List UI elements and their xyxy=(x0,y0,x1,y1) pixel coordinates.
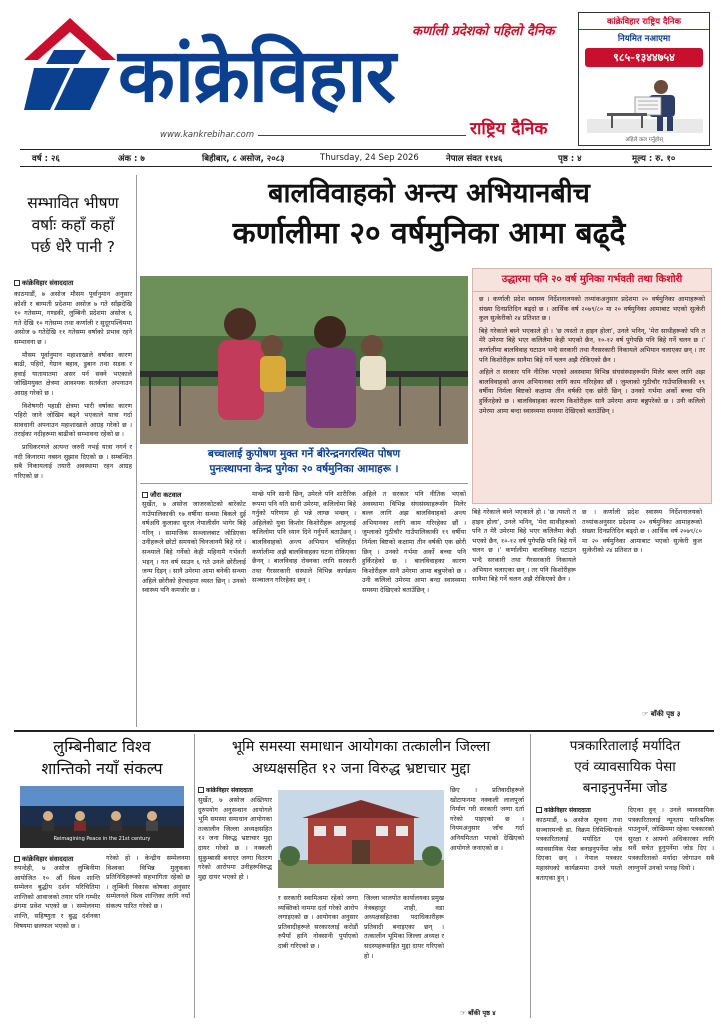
side-body-2: मौसम पूर्वानुमान महाशाखाले वर्षाका कारण बाढी, पहिरो, गेग्रान बहाव, डुबान तथा सडक र हवाई यातायातमा असर पर्न सक्ने भएकाले जोखिमयुक्त क्षेत्रमा आवश्यक सतर्कता अपनाउन आग्रह गरेको छ । xyxy=(14,350,132,397)
photo-caption xyxy=(140,444,468,484)
bs-date: बिहीबार, ८ असोज, २०८३ xyxy=(202,154,285,164)
lead-headline-2[interactable]: कर्णालीमा २० वर्षमुनिका आमा बढ्दै xyxy=(232,216,626,251)
lead-byline: जौरा कटवाल xyxy=(142,490,246,500)
ad-title: कांक्रेविहार राष्ट्रिय दैनिक xyxy=(579,13,709,30)
byline-box-icon xyxy=(198,787,204,793)
lumbini-headline-2[interactable]: शान्तिको नयाँ संकल्प xyxy=(41,759,163,778)
masthead-title: कांक्रेविहार xyxy=(118,33,395,119)
price-label: मूल्य : रु. १० xyxy=(632,154,676,164)
ad-date: Thursday, 24 Sep 2026 xyxy=(320,153,419,163)
journalism-story xyxy=(536,736,714,1020)
land-headline-2[interactable]: अध्यक्षसहित १२ जना विरुद्ध भ्रष्टाचार मुद्दा xyxy=(251,761,471,777)
side-headline-2[interactable]: वर्षाः कहाँ कहाँ xyxy=(31,216,115,234)
lead-photo xyxy=(140,276,468,444)
byline-box-icon xyxy=(14,280,20,286)
lumbini-col-1: कांक्रेविहार संवाददाता रुपन्देही, ७ असोज लुम्बिनीमा आयोजित १० औं विश्व शान्ति सम्मेलन बुद्धीय दर्शन परिचितिमा शान्तिको आवाजको तयार पनि गम्भीर ढंगमा प्रवेश भएको छ । सम्मेलनमा शान्ति, सहिष्णुता र बुद्ध दर्शनका विषयमा छलफल भएको छ । xyxy=(14,855,100,930)
journalism-col-2: दिएका हुन् । उनले व्यावसायिक पत्रकारितालाई न्यूनतम पारिश्रमिक पाउनुपर्ने, जोखिममा रहेका पत्रकारको सुरक्षा र आफ्नो अधिकारका लागि सधैं सचेत हुनुपर्नेमा जोड दिए । पत्रकारिताको मर्यादा जोगाउन सबै लाग्नुपर्ने उनको भनाइ थियो । xyxy=(628,806,714,872)
lumbini-headline-1[interactable]: लुम्बिनीबाट विश्व xyxy=(53,737,151,756)
arrow-icon: ☞ xyxy=(460,1009,469,1017)
issue-label: अंक : ७ xyxy=(118,154,145,164)
side-body-3: विशेषगरी पहाडी क्षेत्रमा भारी वर्षाका कारण पहिरो जाने जोखिम बढ्ने भएकाले यात्रा गर्दा सावधानी अपनाउन महाशाखाले आग्रह गरेको छ । तराईका नदीहरूमा बाढीको सम्भावना रहेको छ । xyxy=(14,401,132,439)
lumbini-col-2: गरेको हो । केन्द्रीय सम्मेलनमा विश्वका विभिन्न मुलुकका प्रतिनिधिहरूको सहभागिता रहेको छ । लुम्बिनी विकास कोषका अनुसार सम्मेलनले विश्व शान्तिका लागि नयाँ संकल्प पारित गरेको छ । xyxy=(106,854,190,910)
journalism-headline-1[interactable]: पत्रकारितालाई मर्यादित xyxy=(569,738,681,754)
ad-phone: ९८५-१३४४७५४ xyxy=(585,48,703,67)
section-divider xyxy=(14,730,714,732)
side-byline: कांक्रेविहार संवाददाता xyxy=(14,278,132,288)
lead-body xyxy=(142,490,714,726)
ad-caption: अहिले कल गर्नुहोस् xyxy=(625,137,663,143)
nepal-era: नेपाल संवत ११४६ xyxy=(446,154,503,164)
masthead-underline xyxy=(258,135,466,136)
byline-box-icon xyxy=(536,807,542,813)
side-story xyxy=(14,192,132,722)
lead-col-4: बिहे गरेकाले बस्ने भएकाले हो । 'छ त्यस्तो त हाइन होला', उनले भनिन्, 'मेरा साथीहरूको पनि त मेरै उमेरमा बिहे भएर कलिलैमा केही भएको छैन, १०-१२ वर्ष पुगेपछि पनि बिहे गर्ने चलन छ ।' कर्णालीमा बालविवाह घटाउन भन्दै सरकारी तथा गैरसरकारी निकायले अभियान चलाएका छन् । तर पनि किशोरीहरू सानैमा बिहे गर्ने चलन अझै रोकिएको छैन । xyxy=(472,508,576,584)
mothers-photo-illustration xyxy=(140,276,468,444)
land-col-4: छिए । प्रतिवादीहरूले खोटाफनमा नक्कली लालपुर्जा निर्माण गरी सरकारी जग्गा दर्ता गरेको पाइएको छ । नियमअनुसार जाँच गर्दा अनियमितता भएको देखिएको आयोगले जनाएको छ । xyxy=(450,786,524,852)
land-col-1: कांक्रेविहार संवाददाता सुर्खेत, ७ असोज अख्तियार दुरुपयोग अनुसन्धान आयोगले भूमि समस्या समाधान आयोगका तत्कालीन जिल्ला अध्यक्षसहित १२ जना विरुद्ध भ्रष्टाचार मुद्दा दायर गरेको छ । नक्कली सुकुम्बासी बनाएर जग्गा वितरण गरेको आरोपमा उनीहरूविरुद्ध मुद्दा दायर भएको हो । xyxy=(198,787,272,881)
government-building-illustration xyxy=(278,790,444,888)
journalism-col-1: कांक्रेविहार संवाददाता काठमाडौं, ७ असोज सूचना तथा सञ्चारमन्त्री डा. विक्रम तिमिल्सिनाले पत्रकारितालाई मर्यादित एवं व्यावसायिक पेसा बनाइनुपर्नेमा जोड दिएका छन् । नेपाल पत्रकार महासंघको कार्यक्रममा उनले यस्तो बताएका हुन् । xyxy=(536,807,622,882)
rescue-box xyxy=(472,268,712,504)
arrow-icon: ☞ xyxy=(642,710,651,718)
newspaper-reader-icon xyxy=(587,75,703,133)
website-link[interactable]: www.kankrebihar.com xyxy=(160,130,255,140)
column-divider xyxy=(194,734,195,1018)
photo-caption-line-1: बच्चालाई कुपोषण मुक्त गर्ने बीरेन्द्रनगरस्थित पोषण xyxy=(207,448,401,460)
land-col-2: र सरकारी स्वामित्वमा रहेको जग्गा व्यक्तिको नाममा दर्ता गरेको आरोप लगाइएको छ । आयोगका अनुसार प्रतिवादीहरूले सरकारलाई करोडौं रुपैयाँ हानि नोक्सानी पुर्याएको दाबी गरिएको छ । xyxy=(278,894,358,950)
photo-caption-line-2: पुनःस्थापना केन्द्र पुगेका २० वर्षमुनिका आमाहरू । xyxy=(209,463,399,475)
masthead xyxy=(0,0,724,148)
column-divider xyxy=(530,734,531,1018)
byline-box-icon xyxy=(142,492,148,498)
lead-col-1: जौरा कटवाल सुर्खेत, ७ असोज जाजरकोटको बारेकोट गाउँपालिकाकी १७ वर्षीया सन्ध्या बिकले दुई वर्षअघि कुलाका सुरज नेपालीसँग भागेर बिहे गरिन् । सामाजिक सञ्जालबाट जोडिएका उनीहरूले छोटो समयको चिनजानमै बिहे गरे । सन्ध्याले बिहे गर्नेको केही महिनामै गर्भवती भइन् । गत वर्ष साउन ६ गते उनले छोरीलाई जन्म दिइन् । सानै उमेरमा आमा बनेकी सन्ध्या अहिले छोरीको हेरचाहमा व्यस्त छिन् । उनको स्वास्थ्य पनि कमजोर छ । xyxy=(142,491,246,595)
rescue-box-body: छ । कर्णाली प्रदेश स्वास्थ्य निर्देशनालयको तथ्यांकअनुसार प्रदेशमा २० वर्षमुनिका आमाहरूको संख्या दिनप्रतिदिन बढ्दो छ । आर्थिक वर्ष २०७९/८० मा २० वर्षमुनिका आमाबाट भएको सुत्केरी कुल सुत्केरीको २४ प्रतिशत छ । बिहे गरेकाले बस्ने भएकाले हो । 'छ त्यस्तो त हाइन होला', उनले भनिन्, 'मेरा साथीहरूको पनि त मेरै उमेरमा बिहे भएर कलिलैमा केही भएको छैन, १०-१२ वर्ष पुगेपछि पनि बिहे गर्ने चलन छ ।' कर्णालीमा बालविवाह घटाउन भन्दै सरकारी तथा गैरसरकारी निकायले अभियान चलाएका छन् । तर पनि किशोरीहरू सानैमा बिहे गर्ने चलन अझै रोकिएको छैन । अहिले त सरकार पनि नीतिक भएको अवस्थामा विभिन्न संघसंस्थाहरूसँग मिलेर बल्ल लागि अझ बालविवाहको अन्त्य अभियानका लागि काम गरिरहेका छौं । जुम्लाको गुठीचौर गाउँपालिकाकी १९ वर्षीया निर्मला बिष्टको कक्षामा तीन वर्षकी एक छोरी छिन् । उनको गर्भमा अर्को बच्चा पनि हुर्किरहेको छ । बालविवाहका कारण किशोरीहरू सानै उमेरमा आमा बन्नुपरेको छ । उनी कलिलो उमेरमा आमा बन्दा स्वास्थ्यमा समस्या देखिएको बताउँछिन् । xyxy=(479,295,705,415)
side-headline-1[interactable]: सम्भावित भीषण xyxy=(27,194,119,212)
rescue-box-title[interactable]: उद्धारमा पनि २० वर्ष मुनिका गर्भवती तथा किशोरी xyxy=(473,269,711,292)
lead-col-2: मान्छे पनि सानी छिन्, उमेरले पनि शारीरिक रूपमा पनि यति सानी उमेरमा, कलिलोमा बिहे गर्नुको परिणाम हो भन्ने लाग्छ भन्छन् । अहिलेको युवा किशोर किशोरीहरू आफूलाई कलिलोमा पनि ध्यान दिने गर्नुपर्ने बताउँछन् । बालविवाहको अन्त्य अभियान चलिरहँदा कर्णालीमा अझै बालविवाहका घटना रोकिएका छैनन् । बालविवाह रोक्नका लागि सरकारी तथा गैरसरकारी संस्थाले विभिन्न कार्यक्रम सञ्चालन गरिरहेका छन् । xyxy=(252,490,356,585)
page-count: पृष्ठ : ४ xyxy=(558,154,582,164)
photo-banner-text: Reimagining Peace in the 21st century xyxy=(53,836,151,842)
side-headline-3[interactable]: पर्छ धेरै पानी ? xyxy=(31,238,115,256)
land-story xyxy=(198,736,524,1020)
column-divider xyxy=(136,175,137,727)
land-col-3: जिल्ला भालपोत कार्यालयका प्रमुख नेत्रबहादुर शाही, वडा अध्यक्षसहितका पदाधिकारीहरू प्रतिवादी बनाइएका छन् । तत्कालीन भूमिका जिल्ला अध्यक्ष र सदस्यहरूसहित मुद्दा दायर गरिएको हो । xyxy=(364,894,444,960)
lead-col-5: छ । कर्णाली प्रदेश स्वास्थ्य निर्देशनालयको तथ्यांकअनुसार प्रदेशमा २० वर्षमुनिका आमाहरूको संख्या दिनप्रतिदिन बढ्दो छ । आर्थिक वर्ष २०७९/८० मा २० वर्षमुनिका आमाबाट भएको सुत्केरी कुल सुत्केरीको २४ प्रतिशत छ । xyxy=(582,508,702,555)
lumbini-story xyxy=(14,736,190,1020)
side-body-4: प्राधिकरणले अत्यन्त जरुरी नभई यात्रा नगर्न र नदी किनारमा नबस्न सुझाव दिएको छ । सम्बन्धित सबै निकायलाई तयारी अवस्थामा रहन आग्रह गरिएको छ । xyxy=(14,442,132,480)
byline-box-icon xyxy=(14,856,20,862)
lead-headline-1[interactable]: बालविवाहको अन्त्य अभियानबीच xyxy=(268,178,590,209)
journalism-headline-3[interactable]: बनाइनुपर्नेमा जोड xyxy=(582,780,668,796)
info-bar xyxy=(20,149,712,167)
building-photo xyxy=(278,790,444,888)
masthead-subtitle: राष्ट्रिय दैनिक xyxy=(470,119,548,139)
logo-icon xyxy=(24,18,116,114)
masthead-tagline: कर्णाली प्रदेशको पहिलो दैनिक xyxy=(412,24,555,39)
journalism-headline-2[interactable]: एवं व्यावसायिक पेसा xyxy=(574,759,676,775)
land-continued-link[interactable]: ☞ बाँकी पृष्ठ ४ xyxy=(460,1009,496,1017)
lead-col-3: अहिले त सरकार पनि नीतिक भएको अवस्थामा विभिन्न संघसंस्थाहरूसँग मिलेर बल्ल लागि अझ बालविवाहको अन्त्य अभियानका लागि काम गरिरहेका छौं । जुम्लाको गुठीचौर गाउँपालिकाकी १९ वर्षीया निर्मला बिष्टको कक्षामा तीन वर्षकी एक छोरी छिन् । उनको गर्भमा अर्को बच्चा पनि हुर्किरहेको छ । बालविवाहका कारण किशोरीहरू सानै उमेरमा आमा बन्नुपरेको छ । उनी कलिलो उमेरमा आमा बन्दा स्वास्थ्यमा समस्या देखिएको बताउँछिन् । xyxy=(362,490,466,594)
year-label: वर्ष : २६ xyxy=(32,154,60,164)
ad-subtitle: नियमित नआएमा xyxy=(617,34,671,44)
land-headline-1[interactable]: भूमि समस्या समाधान आयोगका तत्कालीन जिल्ला xyxy=(231,739,491,755)
subscription-ad[interactable] xyxy=(578,12,710,146)
side-body-1: काठमाडौं, ७ असोज मौसम पूर्वानुमान अनुसार कोशी र बाग्मती प्रदेशमा असोज ७ गते साँझदेखि १० गतेसम्म, गण्डकी, लुम्बिनी प्रदेशमा असोज ६ गते देखि १० गतेसम्म तथा कर्णाली र सुदूरपश्चिममा असोज ७ गतेदेखि ११ गतेसम्म वर्षाको प्रभाव रहने सम्भावना छ । xyxy=(14,290,132,346)
continued-link[interactable]: ☞ बाँकी पृष्ठ ३ xyxy=(642,710,681,718)
